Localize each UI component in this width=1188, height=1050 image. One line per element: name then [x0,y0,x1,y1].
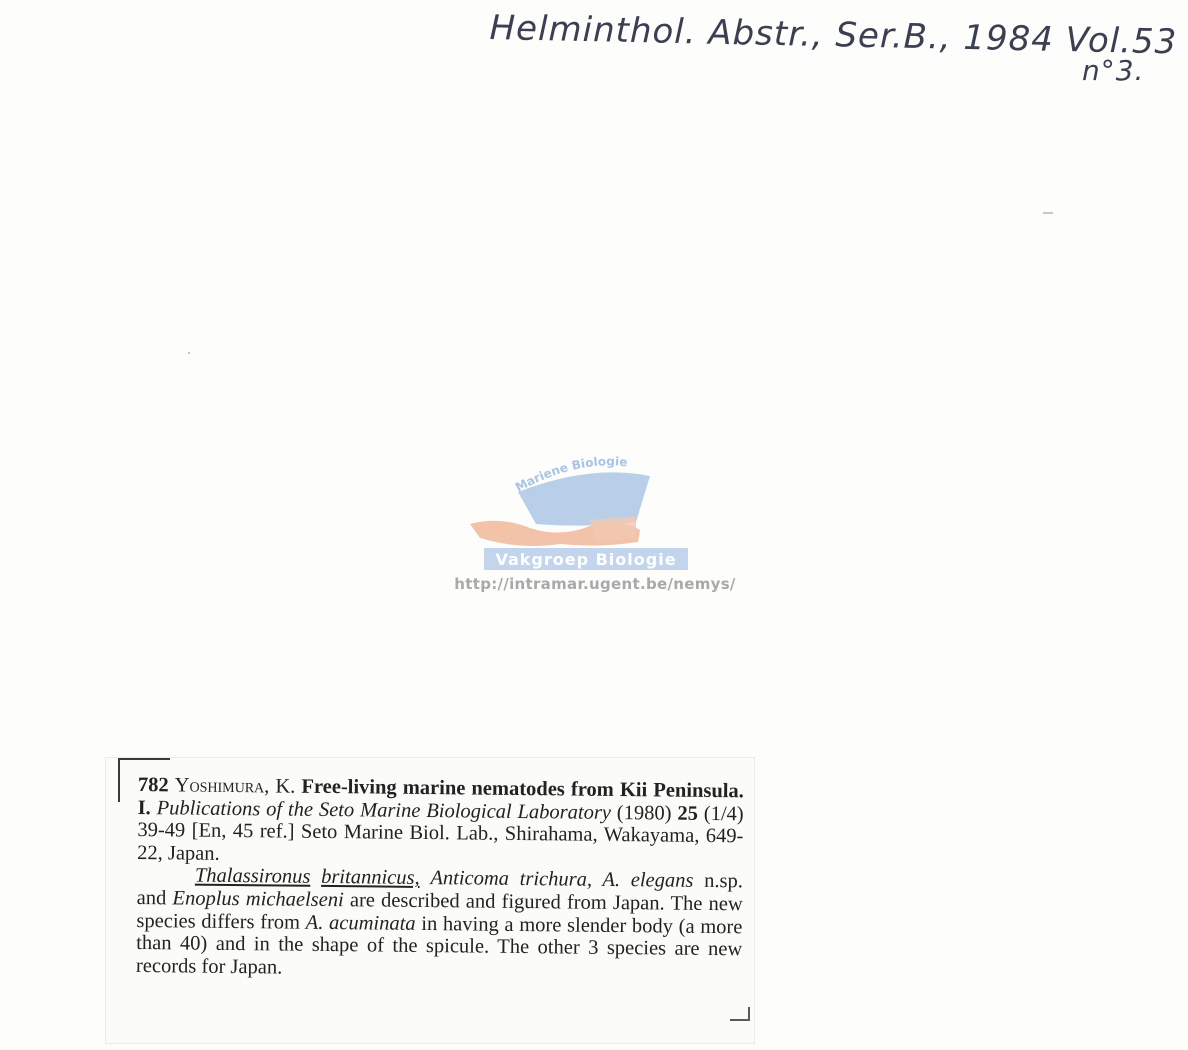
species-genus: Thalassironus [194,864,311,889]
abstract-author: Yoshimura, K. [174,774,296,798]
paper-speck [1043,212,1053,214]
handwritten-reference-line1: Helminthol. Abstr., Ser.B., 1984 Vol.53 [489,8,1178,63]
abstract-year: (1980) [616,801,672,825]
abstract-language-refs: [En, 45 ref.] [191,819,295,843]
clipping-bottom-mark [730,1007,750,1021]
abstract-body-text-1: are described and figured from Japan. The new species differs from [136,889,743,934]
abstract-issue-pages: (1/4) 39-49 [137,802,744,842]
abstract-citation [137,774,744,871]
abstract-journal: Publications of the Seto Marine Biological Laboratory [156,796,612,824]
paper-speck [188,352,190,354]
watermark-arc-text: Mariene Biologie [512,454,629,495]
species-epithet: britannicus, [321,866,420,890]
abstract-number: 782 [137,774,169,797]
watermark-logo [440,450,750,600]
abstract-body-text-2: in having a more slender body (a more than 40) and in the shape of the spicule. The other 3 species are new records for Japan. [135,912,743,979]
watermark-ship-icon [440,450,750,575]
abstract-clipping [106,758,754,1043]
abstract-body [136,864,743,983]
new-species-marker: n.sp. [704,870,744,893]
watermark-banner-text: Vakgroep Biologie [495,550,677,569]
conjunction-and: and [136,886,167,910]
species-enoplus: Enoplus michaelseni [172,887,344,912]
species-anticoma: Anticoma trichura, A. elegans [430,867,694,893]
abstract-title: Free-living marine nematodes from Kii Peninsula. I. [137,775,744,819]
watermark-stern-shape [590,516,636,542]
abstract-address: Seto Marine Biol. Lab., Shirahama, Wakayama, 649-22, Japan. [137,820,744,865]
species-acuminata: A. acuminata [305,911,416,935]
watermark-url: http://intramar.ugent.be/nemys/ [454,575,736,593]
abstract-text [136,774,744,984]
abstract-volume: 25 [677,802,699,825]
handwritten-reference-line2: n°3. [1082,54,1145,87]
